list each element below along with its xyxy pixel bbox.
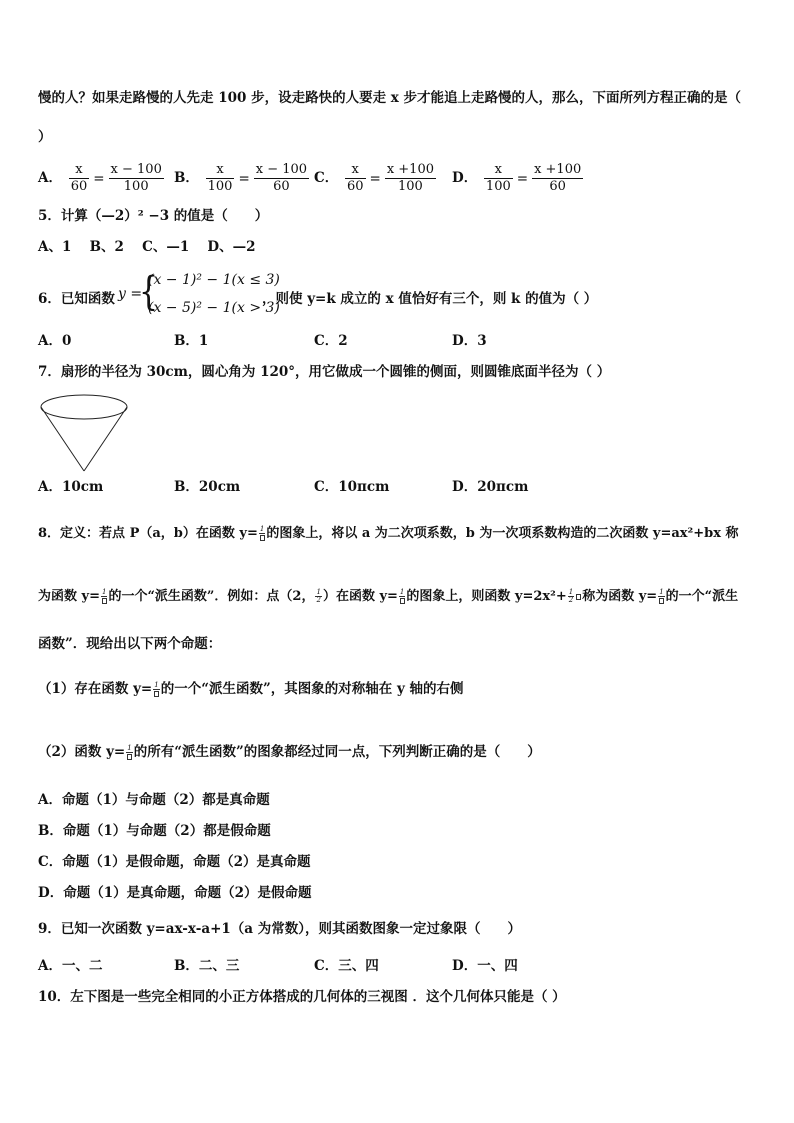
q8-stem-line1: 8．定义：若点 P（a，b）在函数 y= 1 的图象上，将以 a 为二次项系数，b 为一次项系数构造的二次函数 y=ax²+bx 称	[38, 525, 739, 541]
q6-option-d[interactable]: D．3	[452, 333, 487, 349]
q8-option-b[interactable]: B．命题（1）与命题（2）都是假命题	[38, 823, 271, 839]
q8-option-d[interactable]: D．命题（1）是真命题，命题（2）是假命题	[38, 885, 312, 901]
q6-piece-1: (x − 1)² − 1(x ≤ 3)	[148, 272, 280, 288]
q7-option-a[interactable]: A．10cm	[38, 479, 104, 495]
q5-options[interactable]: A、1 B、2 C、—1 D、—2	[38, 239, 256, 255]
q7-option-b[interactable]: B．20cm	[174, 479, 241, 495]
cone-figure	[38, 393, 130, 473]
q9-option-d[interactable]: D．一、四	[452, 958, 518, 974]
q6-option-c[interactable]: C．2	[314, 333, 348, 349]
q8-stem-line2: 为函数 y= 1 的一个“派生函数”．例如：点（2， $\frac{1}{2}$ ）在函数 y= 1 的图象上，则函数 y=2x²+ $\frac{1}{2}$ 称为函数 y= 1 的一个“派生	[38, 588, 739, 604]
q7-option-c[interactable]: C．10πcm	[314, 479, 390, 495]
q10-stem: 10．左下图是一些完全相同的小正方体搭成的几何体的三视图 ．这个几何体只能是（ ）	[38, 989, 566, 1005]
q9-option-b[interactable]: B．二、三	[174, 958, 240, 974]
fraction: $\frac{x +100}{60}$	[534, 162, 582, 194]
q9-option-a[interactable]: A．一、二	[38, 958, 103, 974]
q9-option-c[interactable]: C．三、四	[314, 958, 379, 974]
q4-option-d[interactable]: D． $\frac{x}{100}$ = $\frac{x +100}{60}$	[452, 162, 582, 194]
q7-option-d[interactable]: D．20πcm	[452, 479, 529, 495]
fraction: $\frac{x +100}{100}$	[386, 162, 434, 194]
fraction: $\frac{x - 100}{60}$	[255, 162, 308, 194]
q4-option-a[interactable]: A． $\frac{x}{60}$ = $\frac{x - 100}{100}$	[38, 162, 162, 194]
fraction: $\frac{x - 100}{100}$	[110, 162, 162, 194]
q8-option-a[interactable]: A．命题（1）与命题（2）都是真命题	[38, 792, 270, 808]
brace-icon: {	[139, 269, 159, 316]
q4-option-c[interactable]: C． $\frac{x}{60}$ = $\frac{x +100}{100}$	[314, 162, 434, 194]
q8-proposition-1: （1）存在函数 y= 1 的一个“派生函数”，其图象的对称轴在 y 轴的右侧	[38, 681, 464, 697]
q8-proposition-2: （2）函数 y= 1 的所有“派生函数”的图象都经过同一点，下列判断正确的是（ ）	[38, 744, 541, 760]
q4-stem-line1: 慢的人？如果走路慢的人先走 100 步，设走路快的人要走 x 步才能追上走路慢的人，那么，下面所列方程正确的是（	[38, 90, 742, 106]
q4-option-b[interactable]: B． $\frac{x}{100}$ = $\frac{x - 100}{60}$	[174, 162, 308, 194]
q7-stem: 7．扇形的半径为 30cm，圆心角为 120°，用它做成一个圆锥的侧面，则圆锥底面半径为（ ）	[38, 364, 611, 380]
fraction: $\frac{x}{60}$	[346, 162, 364, 194]
q6-option-b[interactable]: B．1	[174, 333, 209, 349]
q8-stem-line3: 函数”．现给出以下两个命题：	[38, 636, 222, 652]
q6-piece-2: (x − 5)² − 1(x > 3)	[148, 300, 280, 316]
fraction: $\frac{x}{60}$	[70, 162, 88, 194]
q6-option-a[interactable]: A．0	[38, 333, 72, 349]
q5-stem: 5．计算（—2）² −3 的值是（ ）	[38, 208, 269, 224]
fraction-one-over-x: 1	[259, 526, 265, 541]
fraction: $\frac{x}{100}$	[485, 162, 511, 194]
q8-option-c[interactable]: C．命题（1）是假命题，命题（2）是真命题	[38, 854, 311, 870]
fraction: $\frac{x}{100}$	[207, 162, 233, 194]
q9-stem: 9．已知一次函数 y=ax-x-a+1（a 为常数），则其函数图象一定过象限（ ）	[38, 921, 521, 937]
q4-stem-line2: ）	[38, 129, 52, 145]
